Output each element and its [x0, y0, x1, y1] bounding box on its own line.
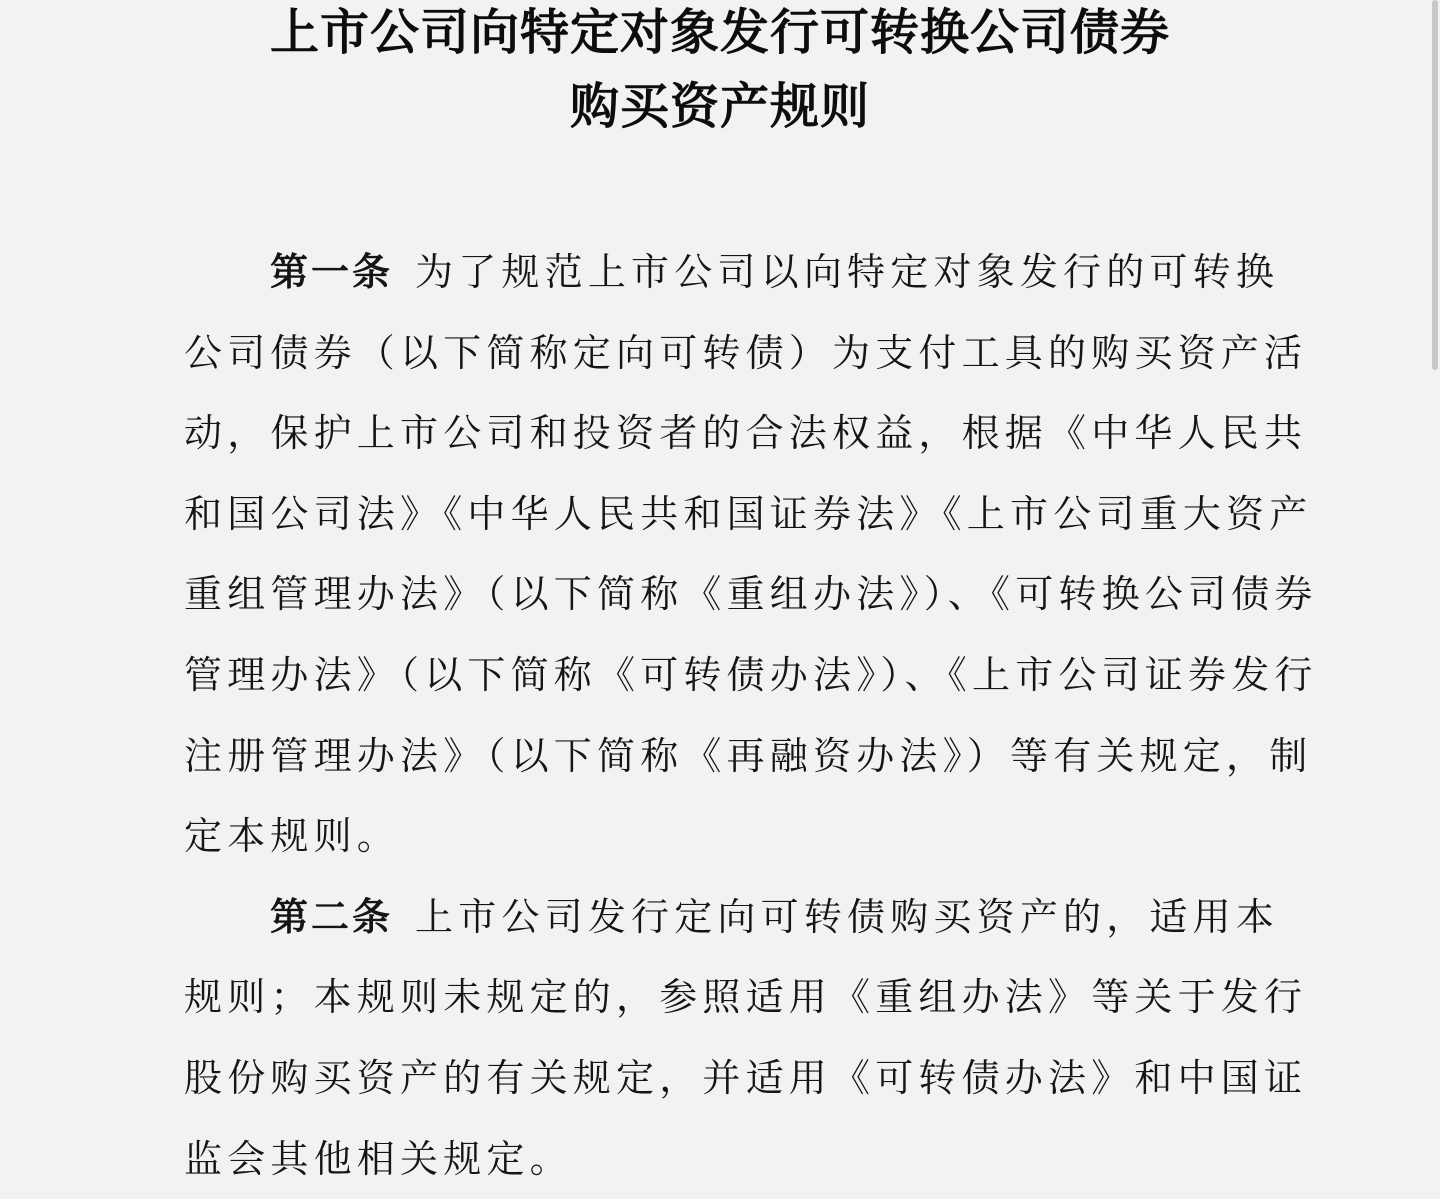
- paragraph-line: 定本规则。: [184, 814, 401, 859]
- paragraph-line: 重组管理办法》（以下简称《重组办法》）、《可转换公司债券: [184, 572, 1318, 617]
- document-body: [184, 232, 1318, 1199]
- paragraph-line: 管理办法》（以下简称《可转债办法》）、《上市公司证券发行: [184, 652, 1318, 697]
- article-heading: 第一条: [270, 250, 394, 294]
- scrollbar-thumb[interactable]: [1432, 0, 1438, 370]
- paragraph-line: 规则；本规则未规定的，参照适用《重组办法》等关于发行: [184, 975, 1308, 1020]
- vertical-scrollbar[interactable]: [1432, 0, 1438, 1188]
- article-2: [184, 877, 1308, 1199]
- paragraph-line: 监会其他相关规定。: [184, 1136, 573, 1181]
- article-heading: 第二条: [270, 894, 394, 939]
- paragraph-line: 公司债券（以下简称定向可转债）为支付工具的购买资产活: [184, 330, 1308, 375]
- paragraph-line: 和国公司法》《中华人民共和国证券法》《上市公司重大资产: [184, 491, 1313, 536]
- document-title: [0, 0, 1440, 144]
- paragraph-line: [184, 877, 1280, 958]
- paragraph-line: 股份购买资产的有关规定，并适用《可转债办法》和中国证: [184, 1055, 1308, 1100]
- line-text: 上市公司发行定向可转债购买资产的，适用本: [415, 894, 1280, 939]
- article-1: [184, 232, 1318, 877]
- title-line-2: 购买资产规则: [569, 78, 870, 135]
- title-line-1: 上市公司向特定对象发行可转换公司债券: [269, 4, 1170, 61]
- paragraph-line: [184, 232, 1280, 313]
- paragraph-line: 动，保护上市公司和投资者的合法权益，根据《中华人民共: [184, 411, 1308, 456]
- paragraph-line: 注册管理办法》（以下简称《再融资办法》）等有关规定，制: [184, 733, 1313, 778]
- line-text: 为了规范上市公司以向特定对象发行的可转换: [415, 250, 1280, 294]
